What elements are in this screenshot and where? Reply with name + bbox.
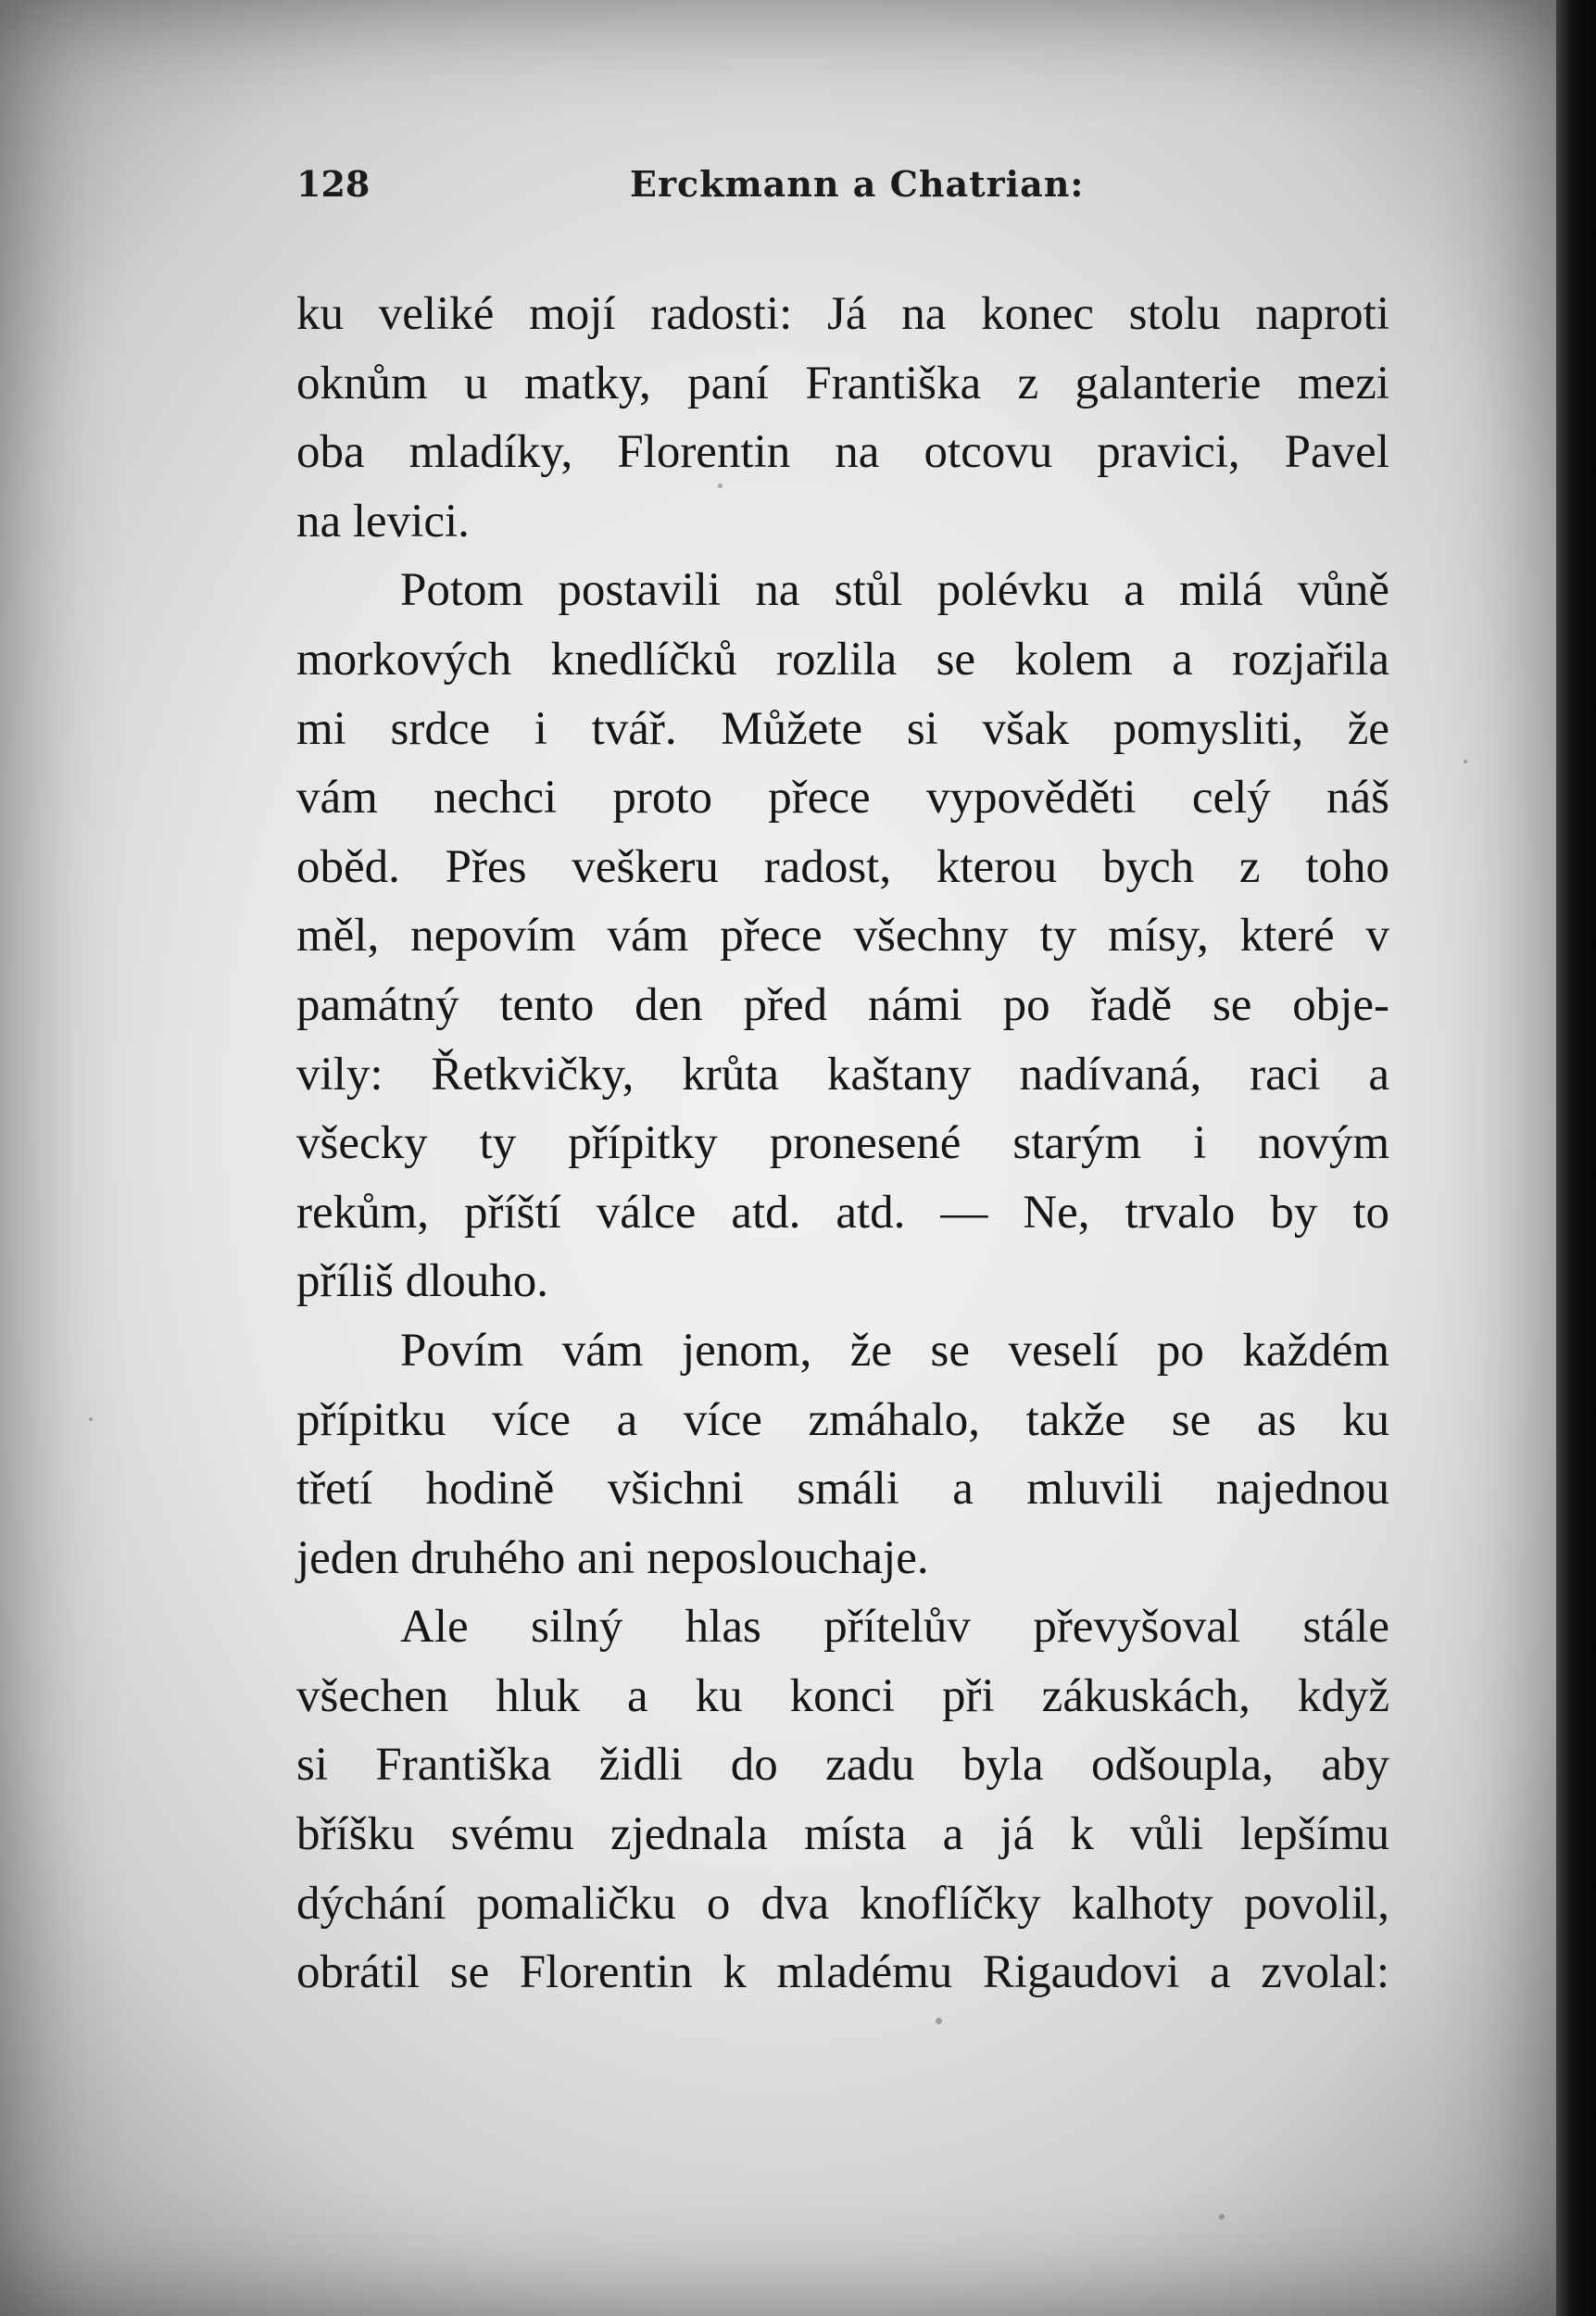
page-number: 128 bbox=[296, 163, 371, 205]
text-line: oba mladíky, Florentin na otcovu pravici, Pavel bbox=[296, 426, 1389, 479]
body-text bbox=[296, 280, 1389, 2008]
text-line: Potom postavili na stůl polévku a milá vůně bbox=[400, 564, 1389, 617]
text-line: třetí hodině všichni smáli a mluvili najednou bbox=[296, 1463, 1389, 1516]
text-line: dýchání pomaličku o dva knoflíčky kalhoty povolil, bbox=[296, 1877, 1389, 1930]
text-line: vám nechci proto přece vypověděti celý náš bbox=[296, 772, 1389, 824]
text-line: Povím vám jenom, že se veselí po každém bbox=[400, 1324, 1389, 1377]
scan-border bbox=[1556, 0, 1596, 2316]
text-line: mi srdce i tvář. Můžete si však pomysliti, že bbox=[296, 702, 1389, 755]
text-line: přípitku více a více zmáhalo, takže se as ku bbox=[296, 1393, 1389, 1446]
text-line: si Františka židli do zadu byla odšoupla, aby bbox=[296, 1739, 1389, 1792]
text-line: na levici. bbox=[296, 495, 470, 548]
paper-speck bbox=[1464, 760, 1467, 763]
text-line: oběd. Přes veškeru radost, kterou bych z toho bbox=[296, 840, 1389, 893]
text-line: oknům u matky, paní Františka z galanterie mezi bbox=[296, 357, 1389, 409]
text-line: rekům, příští válce atd. atd. — Ne, trvalo by to bbox=[296, 1186, 1389, 1239]
paper-speck bbox=[89, 1417, 93, 1421]
paper-speck bbox=[718, 484, 723, 488]
text-line: bříšku svému zjednala místa a já k vůli lepšímu bbox=[296, 1808, 1389, 1861]
text-line: ku veliké mojí radosti: Já na konec stolu naproti bbox=[296, 288, 1389, 340]
text-line: příliš dlouho. bbox=[296, 1255, 549, 1308]
text-line: všechen hluk a ku konci při zákuskách, když bbox=[296, 1669, 1389, 1722]
text-line: památný tento den před námi po řadě se obje- bbox=[296, 978, 1389, 1031]
text-line: jeden druhého ani neposlouchaje. bbox=[296, 1531, 929, 1584]
paper-speck bbox=[1219, 2214, 1225, 2220]
text-line: měl, nepovím vám přece všechny ty mísy, které v bbox=[296, 910, 1389, 963]
paper-speck bbox=[936, 2018, 942, 2024]
text-line: Ale silný hlas přítelův převyšoval stále bbox=[400, 1601, 1389, 1654]
page-header bbox=[296, 163, 1389, 219]
text-line: obrátil se Florentin k mladému Rigaudovi a zvolal: bbox=[296, 1946, 1389, 1999]
text-line: morkových knedlíčků rozlila se kolem a rozjařila bbox=[296, 633, 1389, 686]
text-line: všecky ty přípitky pronesené starým i novým bbox=[296, 1117, 1389, 1170]
running-title: Erckmann a Chatrian: bbox=[630, 163, 1085, 205]
text-line: vily: Řetkvičky, krůta kaštany nadívaná, raci a bbox=[296, 1048, 1389, 1101]
